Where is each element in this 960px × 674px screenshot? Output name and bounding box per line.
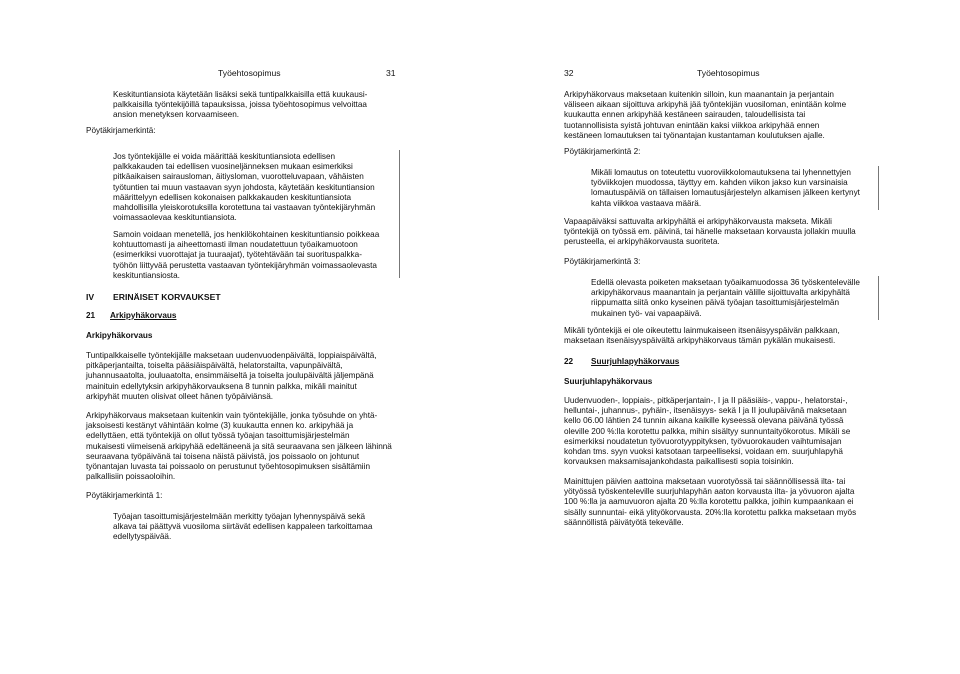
section-21-paragraph-2: Arkipyhäkorvaus maksetaan kuitenkin vain työntekijälle, jonka työsuhde on yhtä- jaksoisesti kestänyt vähintään kolme (3) kuukautta ennen ko. arkipyhää ja edellyttäen, että työntekijä on ollut työssä työajan tasoittumisjärjestelmän mukaisesti viimeisenä arkipyhää edeltäneenä ja sitä seuraavana sen jälkeen lähinnä seuraavana työpäivänä tai toisena näistä päivistä, jos poissaolo on johtunut työnantajan luvasta tai poissaolo on perustunut työehtosopimuksen sisältämiin palkallisiin poissaoloihin. [86,411,392,482]
change-bar [878,276,879,320]
section-21-paragraph-1: Tuntipalkkaiselle työntekijälle maksetaan uudenvuodenpäivältä, loppiaispäivältä, pitkäperjantailta, toiselta pääsiäispäivältä, helatorstailta, vapunpäivältä, juhannusaatolta, jouluaatolta, ensimmäiseltä ja toiselta joulupäivältä jäljempänä mainituin edellytyksin arkipyhäkorvauksena 8 tunnin palkka, mikäli mainitut arkipyhät muuten olisivat olleet hänen työpäiviänsä. [86,351,377,401]
section-22-number: 22 [564,357,574,366]
change-bar [399,150,400,278]
protocol-1-text: Työajan tasoittumisjärjestelmään merkitty työajan lyhennyspäivä sekä alkava tai päättyvä vuosiloma siirtävät edellisen kappaleen tarkoittamaa edellytyspäivää. [113,512,373,542]
section-21-title: Arkipyhäkorvaus [110,311,177,320]
left-page-number: 31 [386,68,396,78]
section-21-number: 21 [86,311,96,320]
protocol-1-label: Pöytäkirjamerkintä 1: [86,491,163,500]
protocol-3-text: Edellä olevasta poiketen maksetaan työaikamuodossa 36 työskentelevälle arkipyhäkorvaus maanantain ja perjantain välille sijoittuvalta arkipyhältä riippumatta siitä onko kyseinen päivä työajan tasoittumisjärjestelmän mukainen työ- vai vapaapäivä. [591,278,860,318]
protocol-note-paragraph-2: Samoin voidaan menetellä, jos henkilökohtainen keskituntiansio poikkeaa kohtuuttomasti ja aiheettomasti ilman noudatettuun työaikamuotoon (esimerkiksi vuorottajat ja tuuraajat), työtehtävään tai suorituspalkka- työhön liittyvää perustetta vastaavan työntekijäryhmän voimassaolevasta keskituntiansiosta. [113,230,380,280]
right-header-title: Työehtosopimus [697,68,760,78]
right-page-number: 32 [564,68,574,78]
chapter-title: ERINÄISET KORVAUKSET [113,292,221,302]
protocol-2-label: Pöytäkirjamerkintä 2: [564,147,641,156]
change-bar [878,166,879,210]
protocol-2-text: Mikäli lomautus on toteutettu vuoroviikkolomautuksena tai lyhennettyjen työviikkojen muodossa, täyttyy em. kahden viikon jakso kun varsinaisia lomautuspäiviä on tällaisen lomautusjärjestelyn alkamisen jälkeen kertynyt kahta viikkoa vastaava määrä. [591,168,860,208]
protocol-note-label: Pöytäkirjamerkintä: [86,126,156,135]
right-paragraph-1: Arkipyhäkorvaus maksetaan kuitenkin silloin, kun maanantain ja perjantain väliseen aikaan sijoittuva arkipyhä jää työntekijän vuosiloman, enintään kolme kuukautta ennen arkipyhää kestäneen sairauden, taloudellisista tai tuotannollisista syistä johtuvan enintään kaksi viikkoa arkipyhää ennen kestäneen lomautuksen tai työnantajan kustantaman koulutuksen ajalle. [564,90,847,140]
chapter-number: IV [86,292,95,302]
protocol-note-paragraph-1: Jos työntekijälle ei voida määrittää keskituntiansiota edellisen palkkakauden tai edellisen vuosineljänneksen mukaan esimerkiksi pitkäaikaisen sairausloman, äitiysloman, vuorotteluvapaan, vähäisten työtuntien tai muun vastaavan syyn johdosta, käytetään keskituntiansion määrittelyyn edellisen kokonaisen palkkakauden keskituntiansiota mahdollisilla yleiskorotuksilla korotettuna tai vastaavan työntekijäryhmän voimassaolevaa keskituntiansiota. [113,152,376,223]
protocol-3-label: Pöytäkirjamerkintä 3: [564,257,641,266]
section-22-subheading: Suurjuhlapyhäkorvaus [564,377,653,386]
right-paragraph-3: Mikäli työntekijä ei ole oikeutettu lainmukaiseen itsenäisyyspäivän palkkaan, maksetaan itsenäisyyspäivältä arkipyhäkorvaus tämän pykälän mukaisesti. [564,326,840,346]
section-21-subheading: Arkipyhäkorvaus [86,331,153,340]
right-paragraph-2: Vapaapäiväksi sattuvalta arkipyhältä ei arkipyhäkorvausta makseta. Mikäli työntekijä on työssä em. päivinä, tai hänelle maksetaan korvausta jollakin muulla perusteella, ei arkipyhäkorvausta suoriteta. [564,217,856,247]
section-22-title: Suurjuhlapyhäkorvaus [591,357,680,366]
intro-paragraph: Keskituntiansiota käytetään lisäksi sekä tuntipalkkaisilla että kuukausi- palkkaisilla työntekijöillä tapauksissa, joissa työehtosopimus velvoittaa ansion menetyksen korvaamiseen. [113,90,368,120]
section-22-paragraph-2: Mainittujen päivien aattoina maksetaan vuorotyössä tai säännöllisessä ilta- tai yötyössä työskenteleville suurjuhlapyhän aaton korvausta ilta- ja yövuoron ajalta 100 %:lla ja aamuvuoron ajalta 20 %:lla korotettu palkka, joihin kumpaankaan ei sisälly sunnuntai- eikä ylityökorvausta. 20%:lla korotettu palkka maksetaan myös säännöllistä päivätyötä tekevälle. [564,477,857,527]
left-header-title: Työehtosopimus [218,68,281,78]
section-22-paragraph-1: Uudenvuoden-, loppiais-, pitkäperjantain-, I ja II pääsiäis-, vappu-, helatorstai-, helluntai-, juhannus-, pyhäin-, itsenäisyys- sekä I ja II joulupäivänä maksetaan kello 06.00 lähtien 24 tunnin aikana kaikille kyseessä olevana päivänä työssä oleville 200 %:lla korotettu palkka, mihin sisältyy sunnuntaityökorotus. Mikäli se esimerkiksi noudatetun työvuorotyyppityksen, työvuorokauden vaihtumisajan kohdan tms. syyn vuoksi katsotaan tarpeelliseksi, voidaan em. suurjuhlapyhä korvauksen maksamisajankohdasta paikallisesti sopia toisinkin. [564,396,851,467]
